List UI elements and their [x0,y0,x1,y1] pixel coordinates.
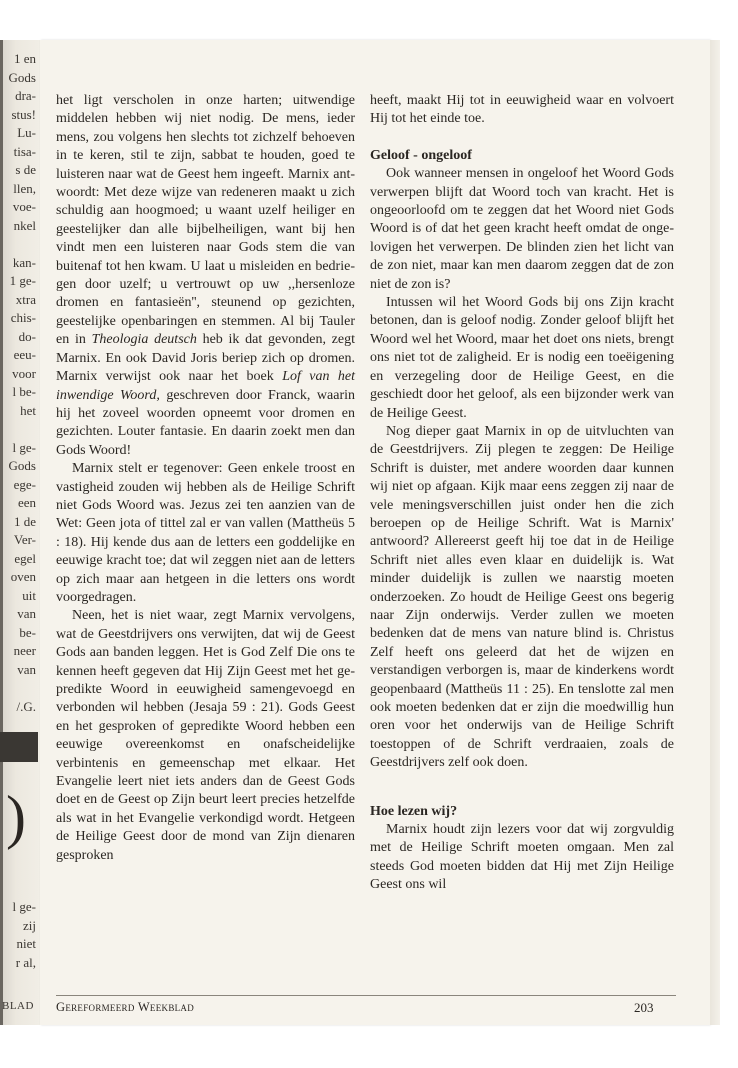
previous-page-text [0,50,36,716]
previous-page-text-bottom [0,898,36,972]
previous-page-line: Lu- [17,125,36,140]
footer-publication-title: Gereformeerd Weekblad [56,1000,195,1014]
right-paragraph-4: Marnix houdt zijn lezers voor dat wij zorgvuldig met de Heilige Schrift moeten omgaan. Men zal steeds God moeten bidden dat Hij met Zijn Heilige Geest ons wil [370,822,674,893]
previous-page-line: tisa- [13,143,36,159]
previous-page-line: neer [13,643,36,658]
previous-page-line: xtra [15,291,36,307]
right-paragraph-1: Ook wanneer mensen in ongeloof het Woord Gods verwerpen blijft dat Woord toch van kracht. Het is ongeoorloofd om te zeggen dat het Woord niet Gods Woord is of dat het geen kracht heeft omdat de ongelovigen het verwerpen. De blinden zien het licht van de zon niet, maar kan men daarom zeggen dat de zon niet de zon is? [370,166,674,292]
previous-page-line: l ge- [12,439,36,455]
previous-page-line: l ge- [12,899,36,914]
previous-page-line: 1 de [13,513,36,529]
previous-page-line: voor [12,365,36,381]
left-column [56,92,355,865]
previous-page-line: kan- [12,254,36,270]
previous-page-line: een [17,495,36,510]
previous-page-line [0,235,36,254]
previous-page-line: egel [14,550,36,566]
previous-page-line: Ver- [13,532,36,547]
previous-page-line: Gods [8,69,36,85]
right-paragraph-3: Nog dieper gaat Marnix in op de uitvluchten van de Geestdrijvers. Zij plegen te zeggen: De Heilige Schrift is duister, met andere woorden daar kunnen wij niet op afgaan. Kijk maar eens zeggen zij naar de vele meningsverschillen juist onder hen die zich beroepen op de Heilige Schrift. Wat is Marnix' antwoord? Allereerst geeft hij toe dat in de Heilige Schrift niet alles even klaar en duidelijk is. Wat minder duidelijk is zullen we naarstig moeten onderzoeken. Zo houdt de Heilige Geest ons begerig naar Zijn onderwijs. Verder zullen we moeten bedenken dat de mens van nature blind is. Christus Zelf heeft ons geleerd dat het de wijzen en verstandigen verborgen is, maar de kinderkens wordt geopenbaard (Mattheüs 11 : 25). En tenslotte zal men ook moeten bedenken dat er zijn die moedwillig hun oren voor het onderwijs van de Heilige Schrift toestoppen of de Schrift verdraaien, zoals de Geestdrijvers zelf ook doen. [370,423,674,771]
previous-page-parenthesis: ) [6,784,26,850]
previous-page-line: /.G. [16,698,36,714]
left-paragraph-1: het ligt verscholen in onze harten; uitwendige middelen hebben wij niet nodig. De mens, ieder mens, zou volgens hen slechts tot zichzelf behoeven in te keren, stil te zijn, sabbat te houden, goed te luisteren naar wat de Geest hem ingeeft. Marnix antwoordt: Met deze wijze van redeneren maakt u zich schuldig aan hoogmoed; u waant uzelf heiliger en geestelijker dan alle bijbelheiligen, want bij hen vindt men een luisteren naar Gods stem die van buitenaf tot hen kwam. U laat u misleiden en bedriegen door uzelf; u vertrouwt op uw ,,hersenloze dromen en fantasieën'', steunend op gezichten, geestelijke openbaringen en stemmen. Al bij Tauler en in Theologia deutsch heb ik dat gevonden, zegt Marnix. En ook David Joris beriep zich op dromen. Marnix verwijst ook naar het boek Lof van het inwendige Woord, geschreven door Franck, waarin hij het zoveel woorden opneemt voor dromen en gezichten. Louter fantasie. En daarin zoekt men dan Gods Woord! [56,93,356,458]
left-paragraph-3: Neen, het is niet waar, zegt Marnix vervolgens, wat de Geestdrijvers ons verwijten, dat wij de Geest Gods aan banden leggen. Het is God Zelf Die ons te kennen heeft gegeven dat Hij Zijn Geest met het gepredikte Woord in eeuwigheid samengevoegd en verbonden wil hebben (Jesaja 59 : 21). Gods Geest en het gesproken of gepredikte Woord hebben een eeuwige overeenkomst en onafscheidelijke verbintenis en gemeenschap met elkaar. Het Evangelie leert niet iets anders dan de Geest Gods doet en de Geest op Zijn beurt leert precies hetzelfde als wat in het Evangelie verkondigd wordt. Hetgeen de Heilige Geest door de mond van Zijn dienaren gesproken [56,608,355,863]
previous-page-line: uit [22,587,36,603]
previous-page-line: r al, [15,954,36,970]
right-paragraph-0: heeft, maakt Hij tot in eeuwigheid waar en volvoert Hij tot het einde toe. [370,93,674,127]
previous-page-line: 1 ge- [9,273,36,288]
page-right-edge [710,40,720,1025]
previous-page-line: eeu- [13,347,36,362]
section-heading-hoe-lezen: Hoe lezen wij? [370,803,458,819]
previous-page-line: voe- [12,199,36,214]
footer-rule [56,995,676,996]
section-heading-geloof: Geloof - ongeloof [370,147,472,163]
previous-page-line: s de [15,162,36,177]
previous-page-dark-bar [0,732,38,762]
previous-page-line: het [20,402,36,418]
previous-page-line: niet [16,936,36,951]
right-paragraph-2: Intussen wil het Woord Gods bij ons Zijn kracht betonen, dan is geloof nodig. Zonder geloof blijft het Woord wel het Woord, maar het doet ons niets, brengt ons niet tot de zaligheid. Er is nodig een toeëigening en verzegeling door de Heilige Geest, en die geschiedt door het geloof, als een bijzonder werk van de Heilige Geest. [370,295,674,421]
previous-page-line [0,679,36,698]
previous-page-line: llen, [13,180,36,196]
previous-page-line: be- [19,624,36,640]
left-paragraph-2: Marnix stelt er tegenover: Geen enkele troost en vastigheid zouden wij hebben als de Heilige Schrift niet Gods Woord was. Jezus zei ten aanzien van de Wet: Geen jota of tittel zal er van vallen (Mattheüs 5 : 18). Hij kende dus aan de letters een goddelijke en eeuwige kracht toe; dat wil zeggen niet aan de letters op zich maar aan hetgeen in die letters ons wordt voorgedragen. [56,461,355,605]
previous-page-line: do- [18,328,36,344]
page-number: 203 [634,1000,654,1015]
magazine-page [40,40,710,1025]
previous-page-line: Gods [8,458,36,473]
previous-page-line: nkel [13,217,36,233]
previous-page-line: zij [23,917,36,933]
previous-page-line: stus! [11,106,36,122]
previous-page-line: van [17,661,36,677]
previous-page-line: dra- [15,88,36,103]
previous-page-line [0,420,36,439]
right-column [370,92,674,895]
previous-page-line: 1 en [13,51,36,66]
previous-page-footer: BLAD [2,1000,34,1012]
previous-page-line: chis- [10,310,36,325]
previous-page-line: l be- [12,384,36,399]
previous-page-line: ege- [13,476,36,492]
previous-page-line: oven [10,569,36,584]
previous-page-line: van [17,606,36,621]
